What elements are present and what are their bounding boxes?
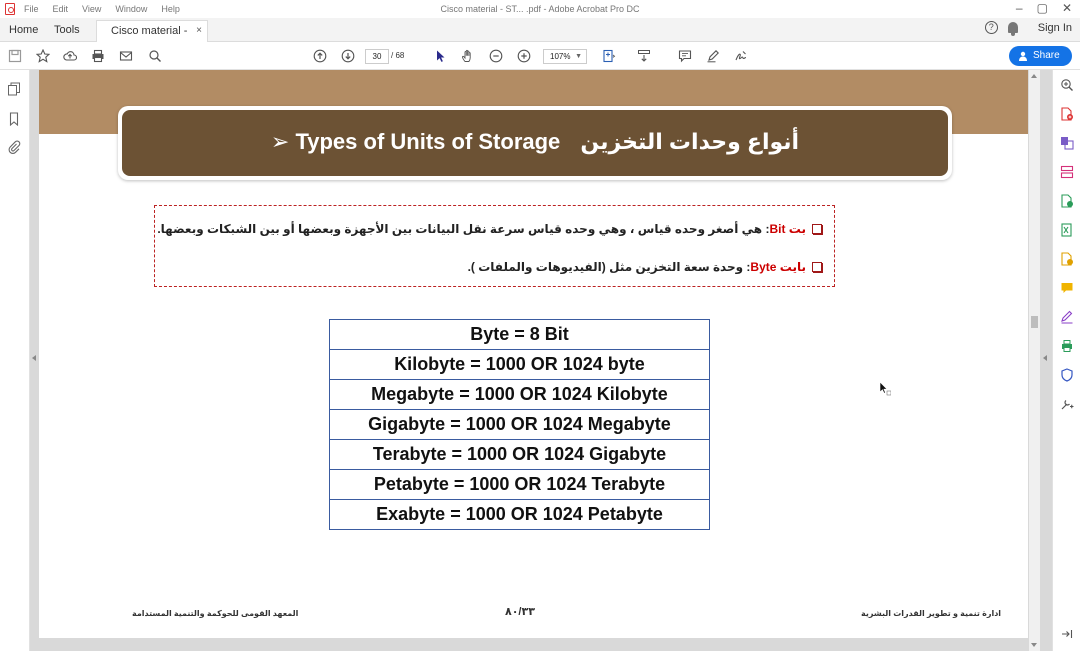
- title-bar: [0, 0, 1080, 18]
- account-area: [985, 21, 1072, 34]
- fill-sign-icon[interactable]: [1060, 310, 1074, 324]
- table-cell: Kilobyte = 1000 OR 1024 byte: [330, 350, 710, 380]
- definitions-box: [154, 205, 835, 287]
- attachments-paperclip-icon[interactable]: [7, 140, 21, 154]
- definition-text: : هي أصغر وحده قياس ، وهي وحده قياس سرعة نقل البيانات بين الأجهزة وبعضها أو بين الشبكات وبعضها.: [157, 222, 770, 236]
- notification-bell-icon[interactable]: [1008, 22, 1018, 33]
- table-row: [330, 410, 710, 440]
- table-row: [330, 470, 710, 500]
- print-production-icon[interactable]: [1060, 339, 1074, 353]
- collapse-left-panel-icon[interactable]: [32, 355, 36, 361]
- left-navigation-panel: [0, 70, 30, 651]
- tab-tools[interactable]: Tools: [54, 24, 80, 36]
- save-icon[interactable]: [7, 48, 23, 64]
- table-row: [330, 500, 710, 530]
- hand-tool-icon[interactable]: [460, 48, 476, 64]
- slide-title: [122, 110, 948, 176]
- export-pdf-icon[interactable]: [1060, 194, 1074, 208]
- page-thumbnails-icon[interactable]: [7, 82, 21, 96]
- upload-cloud-icon[interactable]: [62, 48, 78, 64]
- definition-term: بت Bit: [769, 222, 806, 236]
- slide-title-english: ➢ Types of Units of Storage: [270, 129, 561, 154]
- zoom-level-value: 107%: [550, 52, 571, 61]
- send-for-review-icon[interactable]: [1060, 252, 1074, 266]
- sign-in-link[interactable]: Sign In: [1037, 21, 1072, 34]
- footer-page-number: ٨٠/٣٣: [505, 606, 535, 618]
- zoom-tool-icon[interactable]: [1060, 78, 1074, 92]
- page-number-input[interactable]: 30: [365, 49, 389, 64]
- select-cursor-icon[interactable]: [432, 48, 448, 64]
- minimize-icon[interactable]: –: [1015, 1, 1023, 15]
- chevron-down-icon: ▼: [575, 53, 582, 60]
- main-toolbar: [0, 42, 1080, 70]
- zoom-in-icon[interactable]: [516, 48, 532, 64]
- definition-term: بايت Byte: [750, 260, 806, 274]
- share-label: Share: [1033, 50, 1060, 61]
- comment-tool-icon[interactable]: [1060, 281, 1074, 295]
- table-cell: Megabyte = 1000 OR 1024 Kilobyte: [330, 380, 710, 410]
- scroll-up-icon[interactable]: [1031, 74, 1037, 78]
- window-controls: [1016, 1, 1072, 15]
- scrollbar-thumb[interactable]: [1031, 316, 1038, 328]
- vertical-scrollbar[interactable]: [1029, 70, 1040, 651]
- zoom-level-select[interactable]: [543, 49, 587, 64]
- table-row: [330, 350, 710, 380]
- close-window-icon[interactable]: ✕: [1061, 1, 1072, 15]
- tab-document[interactable]: [96, 20, 208, 42]
- create-pdf-icon[interactable]: [1060, 107, 1074, 121]
- table-row: [330, 380, 710, 410]
- add-person-icon: [1019, 51, 1029, 61]
- zoom-out-icon[interactable]: [488, 48, 504, 64]
- page-total: / 68: [391, 51, 405, 60]
- close-tab-icon[interactable]: ×: [196, 25, 202, 36]
- menu-help[interactable]: Help: [161, 4, 180, 14]
- more-tools-icon[interactable]: [1060, 397, 1074, 411]
- storage-units-table: [329, 319, 710, 530]
- table-cell: Exabyte = 1000 OR 1024 Petabyte: [330, 500, 710, 530]
- mouse-cursor-icon: [879, 381, 891, 397]
- menu-view[interactable]: View: [82, 4, 102, 14]
- window-title: Cisco material - ST... .pdf - Adobe Acrobat Pro DC: [440, 4, 640, 14]
- checkbox-bullet-icon: [812, 224, 822, 234]
- bookmark-star-icon[interactable]: [35, 48, 51, 64]
- footer-department: ادارة تنمية و تطوير القدرات البشرية: [861, 609, 1002, 618]
- tab-home[interactable]: Home: [9, 24, 39, 36]
- definition-bit: [155, 219, 822, 239]
- tab-document-label: Cisco material -: [111, 25, 188, 37]
- search-icon[interactable]: [147, 48, 163, 64]
- footer-institute: المعهد القومى للحوكمة والتنمية المستدامة: [132, 609, 299, 618]
- table-row: [330, 440, 710, 470]
- maximize-icon[interactable]: ▢: [1036, 1, 1048, 15]
- right-tools-panel: [1052, 70, 1080, 651]
- next-page-icon[interactable]: [340, 48, 356, 64]
- table-row: [330, 320, 710, 350]
- menu-file[interactable]: File: [24, 4, 39, 14]
- organize-pages-icon[interactable]: [1060, 165, 1074, 179]
- definition-text: : وحدة سعة التخزين مثل (الفيديوهات والملفات ).: [467, 260, 751, 274]
- table-cell: Gigabyte = 1000 OR 1024 Megabyte: [330, 410, 710, 440]
- menu-window[interactable]: Window: [115, 4, 148, 14]
- scroll-down-icon[interactable]: [1031, 643, 1037, 647]
- convert-excel-icon[interactable]: [1060, 223, 1074, 237]
- table-cell: Byte = 8 Bit: [330, 320, 710, 350]
- combine-files-icon[interactable]: [1060, 136, 1074, 150]
- checkbox-bullet-icon: [812, 262, 822, 272]
- definition-byte: [155, 257, 822, 277]
- slide-title-frame: [118, 106, 952, 180]
- print-icon[interactable]: [90, 48, 106, 64]
- comment-icon[interactable]: [677, 48, 693, 64]
- tab-bar: [0, 18, 1080, 42]
- scrolling-mode-icon[interactable]: [636, 48, 652, 64]
- table-cell: Petabyte = 1000 OR 1024 Terabyte: [330, 470, 710, 500]
- bookmarks-icon[interactable]: [7, 112, 21, 126]
- menu-edit[interactable]: Edit: [52, 4, 69, 14]
- help-icon[interactable]: ?: [985, 21, 998, 34]
- slide-title-arabic: أنواع وحدات التخزين: [580, 129, 800, 154]
- email-icon[interactable]: [118, 48, 134, 64]
- previous-page-icon[interactable]: [312, 48, 328, 64]
- share-button[interactable]: [1009, 46, 1072, 66]
- highlight-pen-icon[interactable]: [705, 48, 721, 64]
- protect-shield-icon[interactable]: [1060, 368, 1074, 382]
- collapse-right-panel-icon[interactable]: [1043, 355, 1047, 361]
- sign-icon[interactable]: [733, 48, 749, 64]
- fit-page-icon[interactable]: [601, 48, 617, 64]
- pdf-page: [39, 70, 1028, 638]
- collapse-tools-pane-icon[interactable]: [1060, 627, 1074, 641]
- table-cell: Terabyte = 1000 OR 1024 Gigabyte: [330, 440, 710, 470]
